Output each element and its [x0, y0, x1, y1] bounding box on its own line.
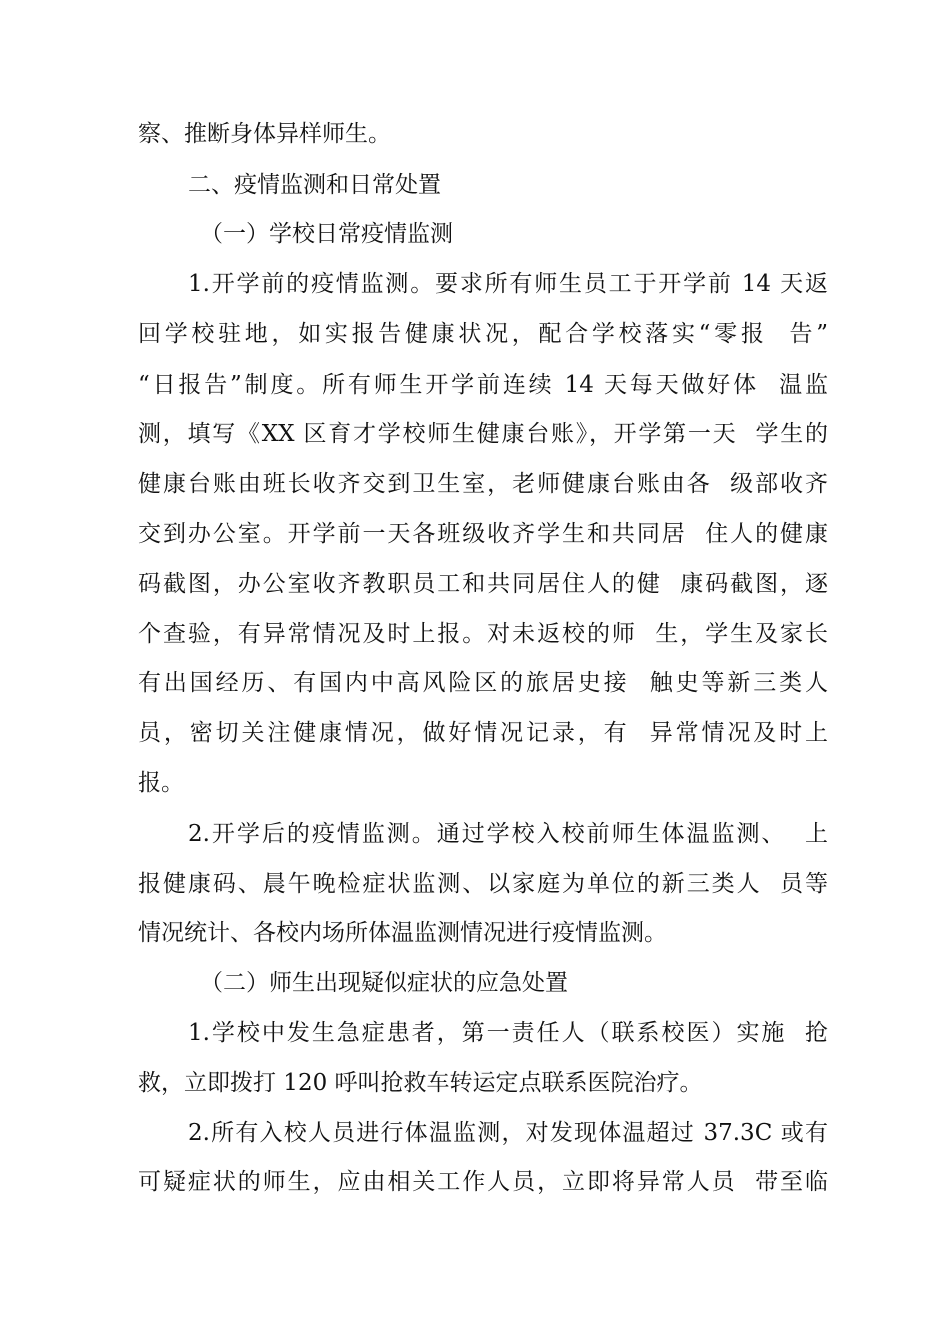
text-line: 员，密切关注健康情况，做好情况记录，有 异常情况及时上 — [138, 720, 828, 746]
subsection-heading: （一）学校日常疫情监测 — [200, 221, 453, 247]
section-heading: 二、疫情监测和日常处置 — [188, 172, 441, 198]
text-line: 2.开学后的疫情监测。通过学校入校前师生体温监测、 上 — [188, 821, 828, 847]
text-line: 个查验，有异常情况及时上报。对未返校的师 生，学生及家长 — [138, 621, 828, 647]
text-line: 1.开学前的疫情监测。要求所有师生员工于开学前 14 天返 — [188, 271, 828, 297]
text-line: 测，填写《XX 区育才学校师生健康台账》，开学第一天 学生的 — [138, 421, 828, 447]
text-line: 可疑症状的师生，应由相关工作人员，立即将异常人员 带至临 — [138, 1169, 828, 1195]
text-line: 1.学校中发生急症患者，第一责任人（联系校医）实施 抢 — [188, 1020, 828, 1046]
text-line: 交到办公室。开学前一天各班级收齐学生和共同居 住人的健康 — [138, 521, 828, 547]
text-line: 码截图，办公室收齐教职员工和共同居住人的健 康码截图，逐 — [138, 571, 828, 597]
subsection-heading: （二）师生出现疑似症状的应急处置 — [200, 970, 568, 996]
text-line: 报。 — [138, 770, 184, 796]
text-line: 情况统计、各校内场所体温监测情况进行疫情监测。 — [138, 920, 667, 946]
text-line: 有出国经历、有国内中高风险区的旅居史接 触史等新三类人 — [138, 670, 828, 696]
text-line: 回学校驻地，如实报告健康状况，配合学校落实“零报 告” — [138, 321, 828, 347]
text-line: 健康台账由班长收齐交到卫生室，老师健康台账由各 级部收齐 — [138, 471, 828, 497]
text-line: “日报告”制度。所有师生开学前连续 14 天每天做好体 温监 — [138, 372, 828, 398]
text-line: 报健康码、晨午晚检症状监测、以家庭为单位的新三类人 员等 — [138, 871, 828, 897]
text-line: 救，立即拨打 120 呼叫抢救车转运定点联系医院治疗。 — [138, 1070, 703, 1096]
text-line: 察、推断身体异样师生。 — [138, 121, 391, 147]
text-line: 2.所有入校人员进行体温监测，对发现体温超过 37.3C 或有 — [188, 1120, 828, 1146]
